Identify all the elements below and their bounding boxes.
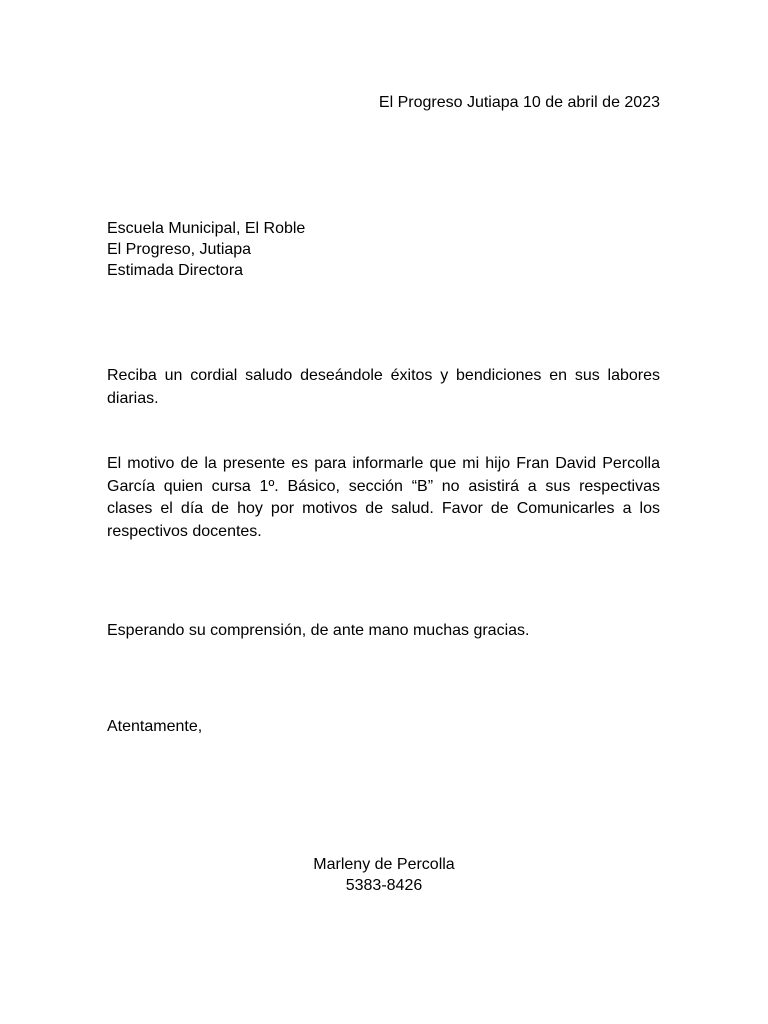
thanks-paragraph: Esperando su comprensión, de ante mano muchas gracias. (107, 622, 530, 639)
recipient-block (107, 218, 661, 281)
letter-date: El Progreso Jutiapa 10 de abril de 2023 (378, 94, 660, 111)
greeting-paragraph: Reciba un cordial saludo deseándole éxitos y bendiciones en sus labores diarias. (107, 367, 660, 407)
closing-line: Atentamente, (107, 718, 203, 735)
reason-paragraph: El motivo de la presente es para informarle que mi hijo Fran David Percolla García quien cursa 1º. Básico, sección “B” no asistirá a sus respectivas clases el día de hoy por motivos de salud. Favor de Comunicarles a los respectivos docentes. (107, 455, 660, 540)
recipient-location: El Progreso, Jutiapa (107, 241, 252, 258)
recipient-school: Escuela Municipal, El Roble (107, 220, 306, 237)
recipient-salutation: Estimada Directora (107, 262, 244, 279)
signature-block (0, 854, 768, 896)
signer-name: Marleny de Percolla (313, 856, 455, 873)
signer-phone: 5383-8426 (345, 877, 423, 894)
